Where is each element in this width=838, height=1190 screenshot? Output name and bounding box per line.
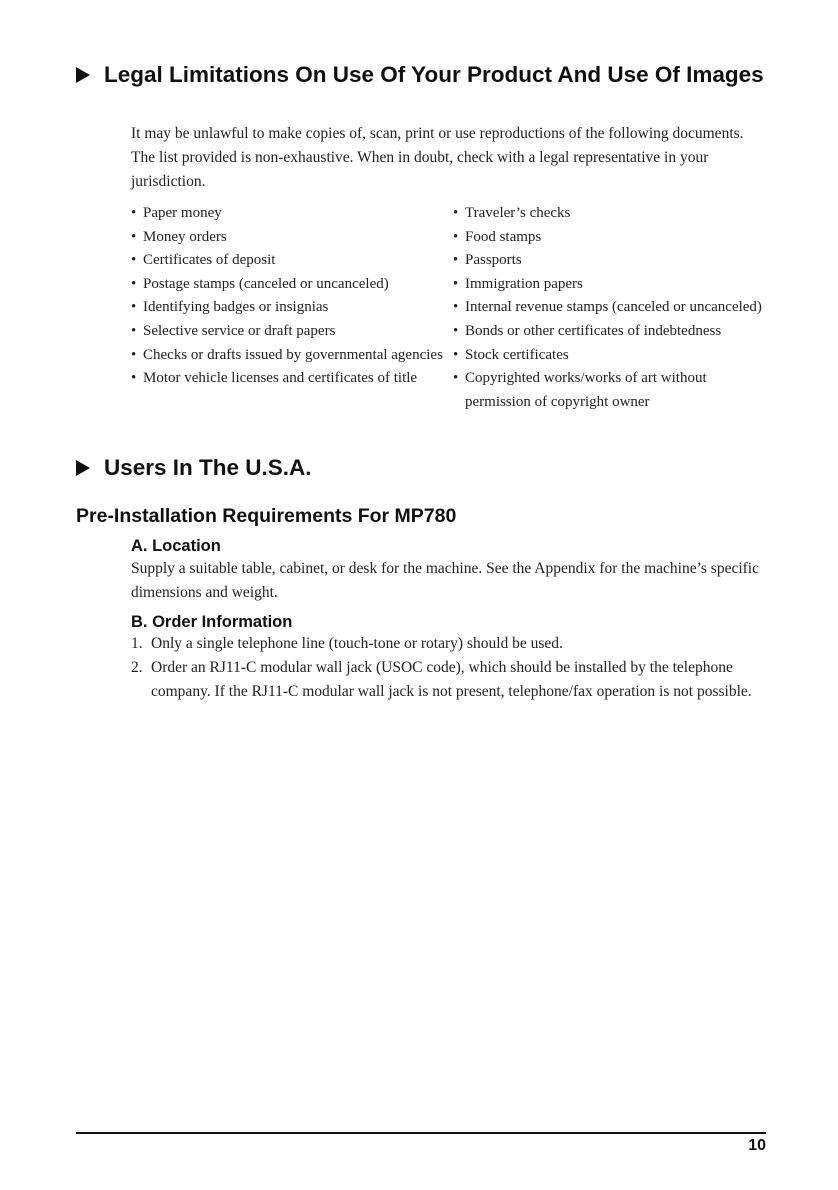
list-item xyxy=(131,656,761,704)
order-information-heading: B. Order Information xyxy=(131,613,293,631)
section-heading-legal-limitations xyxy=(76,62,776,88)
triangle-bullet-icon xyxy=(76,67,90,83)
heading-text: Users In The U.S.A. xyxy=(104,455,312,480)
list-item: • Traveler’s checks xyxy=(453,202,773,226)
intro-paragraph: It may be unlawful to make copies of, scan, print or use reproductions of the following documents. The list provided is non-exhaustive. When in doubt, check with a legal representative in your jurisdiction. xyxy=(131,125,744,190)
heading-text: Legal Limitations On Use Of Your Product And Use Of Images xyxy=(104,62,764,87)
list-item: • Copyrighted works/works of art without permission of copyright owner xyxy=(453,367,773,414)
list-item: • Selective service or draft papers xyxy=(131,320,451,344)
item-text: Order an RJ11-C modular wall jack (USOC code), which should be installed by the telephone company. If the RJ11-C modular wall jack is not present, telephone/fax operation is not possible. xyxy=(151,659,752,700)
list-item: • Paper money xyxy=(131,202,451,226)
page-number: 10 xyxy=(748,1137,766,1154)
item-number: 2. xyxy=(131,659,143,676)
document-list-right xyxy=(453,202,773,414)
list-item: • Immigration papers xyxy=(453,273,773,297)
list-item: • Internal revenue stamps (canceled or uncanceled) xyxy=(453,296,773,320)
order-information-list xyxy=(131,632,761,704)
list-item: • Checks or drafts issued by governmental agencies xyxy=(131,344,451,368)
list-item: • Money orders xyxy=(131,226,451,250)
item-text: Only a single telephone line (touch-tone or rotary) should be used. xyxy=(151,635,563,652)
subheading-pre-installation: Pre-Installation Requirements For MP780 xyxy=(76,505,457,527)
list-item: • Stock certificates xyxy=(453,344,773,368)
list-item: • Passports xyxy=(453,249,773,273)
list-item: • Certificates of deposit xyxy=(131,249,451,273)
list-item: • Postage stamps (canceled or uncanceled) xyxy=(131,273,451,297)
document-list-left xyxy=(131,202,451,391)
location-paragraph: Supply a suitable table, cabinet, or desk for the machine. See the Appendix for the machine’s specific dimensions and weight. xyxy=(131,560,759,601)
section-heading-users-usa xyxy=(76,455,676,481)
list-item: • Identifying badges or insignias xyxy=(131,296,451,320)
list-item: • Food stamps xyxy=(453,226,773,250)
list-item: • Bonds or other certificates of indebtedness xyxy=(453,320,773,344)
footer-rule xyxy=(76,1132,766,1134)
list-item: • Motor vehicle licenses and certificates of title xyxy=(131,367,451,391)
triangle-bullet-icon xyxy=(76,460,90,476)
list-item xyxy=(131,632,761,656)
location-heading: A. Location xyxy=(131,537,221,555)
item-number: 1. xyxy=(131,635,143,652)
